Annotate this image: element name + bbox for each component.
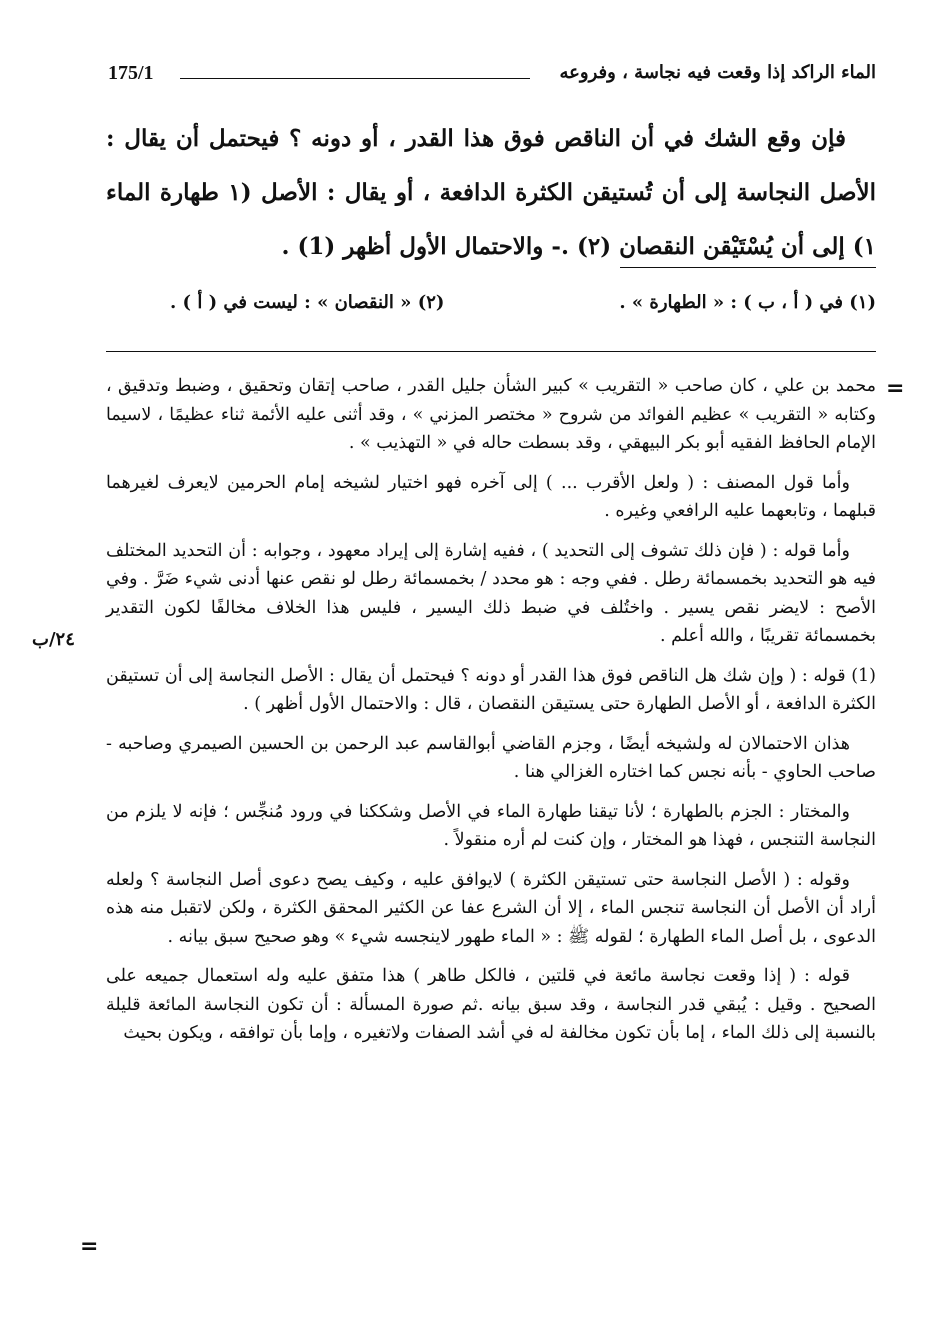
footnote-separator [620,267,876,268]
commentary-paragraph: هذان الاحتمالان له ولشيخه أيضًا ، وجزم القاضي أبوالقاسم عبد الرحمن بن الحسين الصيمري وصاحبه - صاحب الحاوي - بأنه نجس كما اختاره الغزالي هنا . [106,733,876,782]
footnote-1: (١) في ( أ ، ب ) : « الطهارة » . [619,292,876,313]
commentary-paragraph: محمد بن علي ، كان صاحب « التقريب » كبير الشأن جليل القدر ، صاحب إتقان وتحقيق ، وضبط وتدقيق ، وكتابه « التقريب » عظيم الفوائد من شروح « مختصر المزني » ، وقد أثنى عليه الأئمة ثناء عظيمًا ، لاسيما الإمام الحافظ الفقيه أبو بكر البيهقي ، وقد بسطت حاله في « التهذيب » . [106,376,876,453]
commentary-paragraph: (1) قوله : ( وإن شك هل الناقص فوق هذا القدر أو دونه ؟ فيحتمل أن يقال : الأصل النجاسة إلى أن تستيقن الكثرة الدافعة ، أو الأصل الطهارة حتى يستيقن النقصان ، قال : والاحتمال الأول أظهر ) . [106,665,876,714]
commentary-paragraph: قوله : ( إذا وقعت نجاسة مائعة في قلتين ، فالكل طاهر ) هذا متفق عليه وله استعمال جميعه على الصحيح . وقيل : يُبقي قدر النجاسة ، وقد سبق بيانه .ثم صورة المسألة : أن تكون النجاسة المائعة قليلة بالنسبة إلى ذلك الماء ، إما بأن تكون مخالفة له في أشد الصفات ولاتغيره ، وإما بأن توافقه ، ويكون بحيث [106,966,876,1043]
commentary [106,372,876,1059]
main-paragraph: فإن وقع الشك في أن الناقص فوق هذا القدر ، أو دونه ؟ فيحتمل أن يقال : الأصل النجاسة إلى أن تُستيقن الكثرة الدافعة ، أو يقال : الأصل (١ طهارة الماء ١) إلى أن يُسْتَيْقن النقصان (٢) .- والاحتمال الأول أظهر (1) . [106,125,876,260]
page-header [108,62,876,98]
commentary-separator [106,351,876,352]
commentary-paragraph: والمختار : الجزم بالطهارة ؛ لأنا تيقنا طهارة الماء في الأصل وشككنا في ورود مُنجِّس ؛ فإنه لا يلزم من النجاسة التنجس ، فهذا هو المختار ، وإن كنت لم أره منقولاً . [106,801,876,850]
running-title: الماء الراكد إذا وقعت فيه نجاسة ، وفروعه [559,62,876,83]
footnotes [170,292,876,322]
continuation-mark-bottom: = [80,1234,99,1259]
footnote-2: (٢) « النقصان » : ليست في ( أ ) . [170,292,445,313]
continuation-mark-top: = [886,376,905,401]
commentary-paragraph: وقوله : ( الأصل النجاسة حتى تستيقن الكثرة ) لايوافق عليه ، وكيف يصح دعوى أصل النجاسة ؟ ولعله أراد أن الأصل أن النجاسة تنجس الماء ، إلا أن الشرع عفا عن الكثير المحقق الكثرة ، ولكن لاتقبل منه هذه الدعوى ، بل أصل الماء الطهارة ؛ لقوله ﷺ : « الماء طهور لاينجسه شيء » وهو صحيح سبق بيانه . [106,869,876,947]
page-number: 175/1 [108,62,154,84]
commentary-paragraph: وأما قوله : ( فإن ذلك تشوف إلى التحديد ) ، ففيه إشارة إلى إيراد معهود ، وجوابه : أن التحديد المختلف فيه هو التحديد بخمسمائة رطل . ففي وجه : هو محدد / بخمسمائة رطل لو نقص عنها أدنى شيء ضَرَّ . وفي الأصح : لايضر نقص يسير . واختُلف في ضبط ذلك اليسير ، فليس هذا الخلاف مخالفًا لكون التقدير بخمسمائة تقريبًا ، والله أعلم . [106,540,876,646]
margin-folio-number: ٢٤/ب [32,629,75,650]
main-text [106,112,876,274]
header-rule [180,78,530,79]
commentary-paragraph: وأما قول المصنف : ( ولعل الأقرب ... ) إلى آخره فهو اختيار لشيخه إمام الحرمين لايعرف لغيرهما قبلهما ، وتابعهما عليه الرافعي وغيره . [106,472,876,521]
